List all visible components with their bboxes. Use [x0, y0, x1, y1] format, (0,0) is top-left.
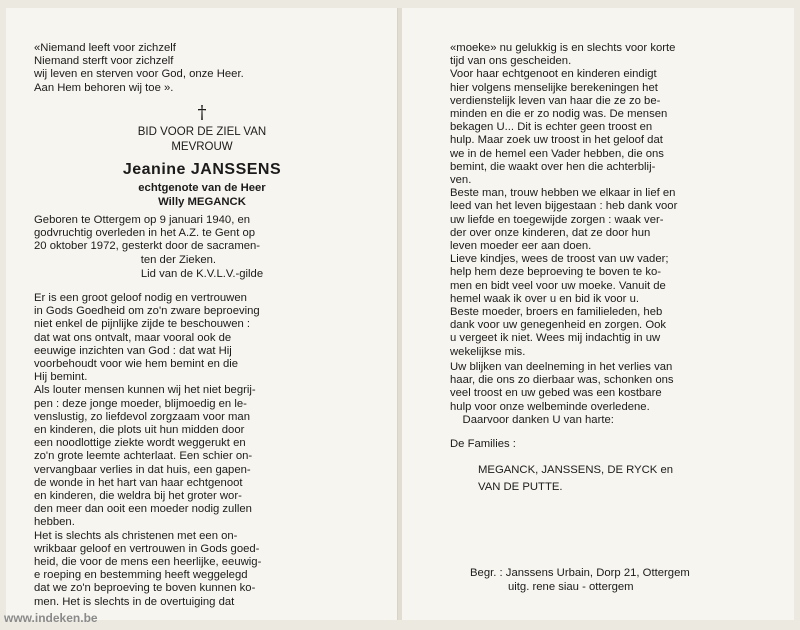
thanks-text: Uw blijken van deelneming in het verlies van haar, die ons zo dierbaar was, schonken ons veel troost en uw gebed was een kostbare hulp voor onze welbeminde overledene. Daarvoor danken U van harte:	[450, 361, 674, 426]
right-body-text: «moeke» nu gelukkig is en slechts voor korte tijd van ons gescheiden. Voor haar echtgenoot en kinderen eindigt hier volgens menselijke berekeningen het verdienstelijk leven van haar die ze zo be- minden en die er zo nodig was. De mensen bekagen U... Dit is echter geen troost en hulp. Maar zoek uw troost in het geloof dat we in de hemel een Vader hebben, die ons bemint, die waakt over hen die achterblij- ven. Beste man, trouw hebben we elkaar in lief en leed van het leven bijgestaan : heb dank voor uw liefde en toegewijde zorgen : waak ver- der over onze kinderen, dat ze door hun leven moeder eer aan doen. Lieve kindjes, wees de troost van uw vader; help hem deze beproeving te boven te ko- men en bidt veel voor uw moeke. Vanuit de hemel waak ik over u en bid ik voor u. Beste moeder, broers en familieleden, heb dank voor uw genegenheid en zorgen. Ook u vergeet ik niet. Wees mij indachtig in uw wekelijkse mis.	[450, 42, 678, 358]
left-body-text: Er is een groot geloof nodig en vertrouwen in Gods Goedheid om zo'n zware beproeving niet enkel de pijnlijke zijde te beschouwen : dat wat ons ontvalt, maar vooral ook de eeuwige inzichten van God : dat wat Hij voorbehoudt voor wie hem bemint en die Hij bemint. Als louter mensen kunnen wij het niet begrij- pen : deze jonge moeder, blijmoedig en le- venslustig, zo liefdevol zorgzaam voor man en kinderen, die plots uit hun midden door een noodlottige ziekte wordt weggerukt en zo'n grote leemte achterlaat. Een schier on- vervangbaar verlies in dat huis, een gapen- de wonde in het hart van haar echtgenoot en kinderen, die weldra bij het groter wor- den meer dan ooit een moeder nodig zullen hebben. Het is slechts als christenen met een on- wrikbaar geloof en vertrouwen in Gods goed- heid, die voor de mens een heerlijke, eeuwig- e roeping en bestemming heeft weggelegd dat we zo'n beproeving te boven kunnen ko- men. Het is slechts in de overtuiging dat	[34, 292, 262, 608]
first-name: Jeanine	[122, 161, 191, 178]
birth-death-text: Geboren te Ottergem op 9 januari 1940, en godvruchtig overleden in het A.Z. te Gent op 20 oktober 1972, gesterkt door de sacramen- ten der Zieken.	[34, 214, 261, 266]
spouse-line: echtgenote van de Heer	[138, 182, 266, 194]
cross-icon: †	[197, 102, 207, 123]
heading-line2: MEVROUW	[171, 141, 233, 153]
funeral-line1: Begr. : Janssens Urbain, Dorp 21, Ottergem	[470, 567, 690, 579]
member-line: Lid van de K.V.L.V.-gilde	[140, 268, 264, 280]
right-page	[402, 8, 794, 620]
last-name: JANSSENS	[190, 161, 282, 178]
watermark: www.indeken.be	[4, 611, 98, 625]
poem-quote: «Niemand leeft voor zichzelf Niemand sterft voor zichzelf wij leven en sterven voor God, onze Heer. Aan Hem behoren wij toe ».	[34, 42, 244, 94]
deceased-name	[6, 161, 398, 179]
families-names: MEGANCK, JANSSENS, DE RYCK en VAN DE PUTTE.	[478, 464, 674, 493]
families-label: De Families :	[450, 438, 516, 450]
heading-line1: BID VOOR DE ZIEL VAN	[137, 126, 267, 138]
left-page	[6, 8, 398, 620]
spouse-name: Willy MEGANCK	[158, 196, 246, 208]
funeral-line2: uitg. rene siau - ottergem	[508, 581, 634, 593]
